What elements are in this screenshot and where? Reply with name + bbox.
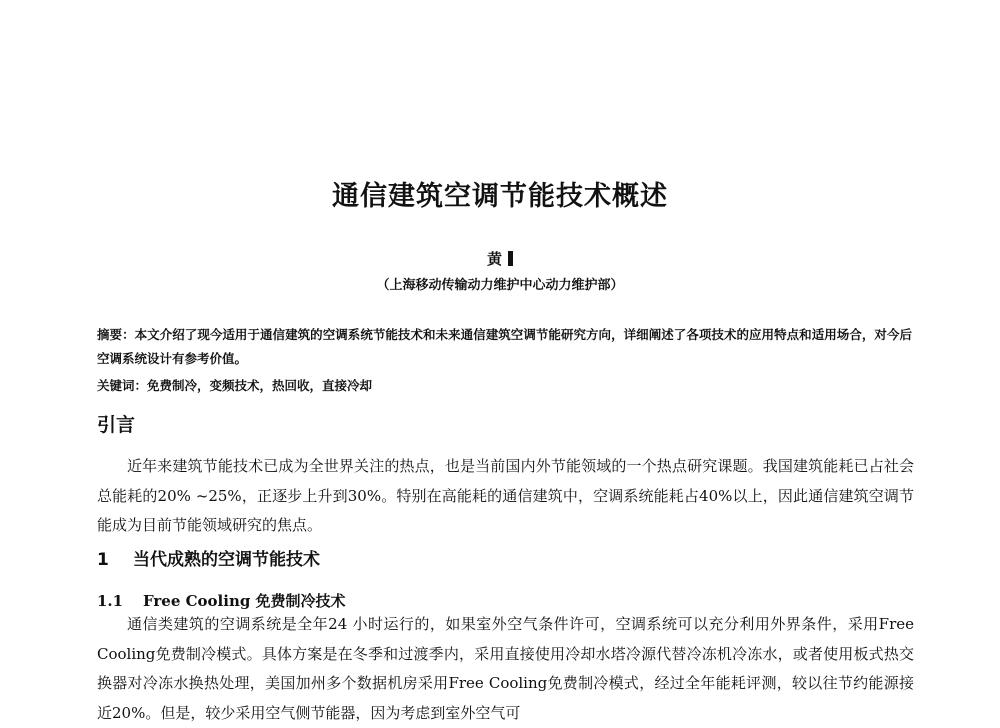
intro-heading: 引言 (97, 414, 136, 436)
keywords (97, 374, 912, 398)
paper-title: 通信建筑空调节能技术概述 (332, 181, 668, 212)
author-affiliation: （上海移动传输动力维护中心动力维护部） (376, 278, 624, 293)
intro-paragraph: 近年来建筑节能技术已成为全世界关注的热点，也是当前国内外节能领域的一个热点研究课题。我国建筑能耗已占社会总能耗的20% ~25%，正逐步上升到30%。特别在高能耗的通信建筑中，空调系统能耗占40%以上，因此通信建筑空调节能成为目前节能领域研究的焦点。 (97, 457, 914, 534)
keywords-label: 关键词： (97, 378, 148, 393)
abstract (97, 323, 912, 371)
redaction-mark (508, 251, 513, 266)
section-1-title: 当代成熟的空调节能技术 (133, 550, 320, 570)
section-1-heading (97, 545, 320, 570)
section-1-1-heading (97, 590, 346, 611)
author-name: 黄 (486, 250, 502, 268)
section-1-1-title: Free Cooling 免费制冷技术 (143, 592, 346, 610)
section-1-number: 1 (97, 550, 109, 570)
keywords-text: 免费制冷，变频技术，热回收，直接冷却 (147, 378, 373, 393)
section-1-1-paragraph: 通信类建筑的空调系统是全年24 小时运行的，如果室外空气条件许可，空调系统可以充分利用外界条件，采用Free Cooling免费制冷模式。具体方案是在冬季和过渡季内，采用直接使用冷却水塔冷源代替冷冻机冷冻水，或者使用板式热交换器对冷冻水换热处理，美国加州多个数据机房采用Free Cooling免费制冷模式，经过全年能耗评测，较以往节约能源接近20%。但是，较少采用空气侧节能器，因为考虑到室外空气可 (97, 615, 914, 722)
section-1-1-number: 1.1 (97, 592, 124, 610)
abstract-label: 摘要： (97, 327, 135, 342)
author-line (0, 248, 1000, 269)
abstract-text: 本文介绍了现今适用于通信建筑的空调系统节能技术和未来通信建筑空调节能研究方向，详细阐述了各项技术的应用特点和适用场合，对今后空调系统设计有参考价值。 (97, 327, 912, 366)
